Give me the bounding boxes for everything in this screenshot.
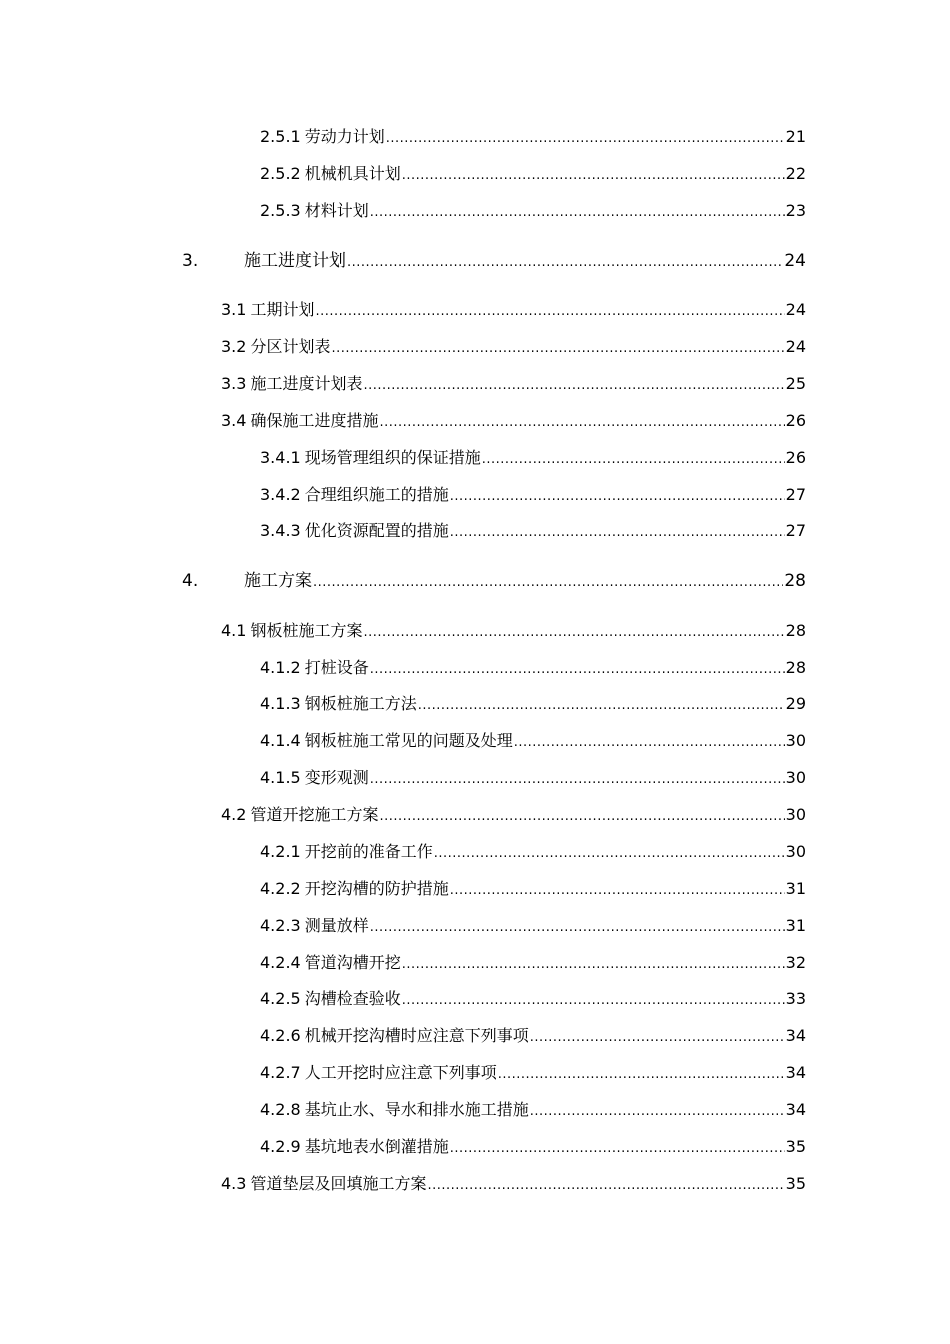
dot-leader (450, 522, 785, 544)
toc-entry-title: 基坑止水、导水和排水施工措施 (304, 1100, 529, 1119)
toc-entry-3-4-1[interactable] (260, 447, 806, 469)
dot-leader (450, 486, 785, 508)
toc-entry-number: 4.1.2 (260, 658, 301, 677)
toc-entry-4-2-2[interactable] (260, 878, 806, 900)
toc-entry-4-2-5[interactable] (260, 988, 806, 1010)
dot-leader (450, 1138, 785, 1160)
dot-leader (402, 990, 785, 1012)
toc-entry-title: 管道垫层及回填施工方案 (250, 1174, 427, 1193)
toc-entry-title: 钢板桩施工方法 (304, 694, 417, 713)
toc-entry-page: 30 (785, 768, 806, 787)
toc-entry-2-5-2[interactable] (260, 163, 806, 185)
dot-leader (379, 806, 784, 828)
toc-entry-4-1-5[interactable] (260, 767, 806, 789)
toc-entry-4-1-4[interactable] (260, 730, 806, 752)
toc-entry-4-2-8[interactable] (260, 1099, 806, 1121)
toc-entry-number: 4.2.1 (260, 842, 301, 861)
toc-entry-number: 4.2.3 (260, 916, 301, 935)
dot-leader (370, 659, 785, 681)
toc-entry-page: 34 (785, 1026, 806, 1045)
toc-entry-page: 28 (785, 658, 806, 677)
toc-entry-page: 35 (785, 1137, 806, 1156)
toc-entry-title: 人工开挖时应注意下列事项 (304, 1063, 497, 1082)
toc-entry-4-1-3[interactable] (260, 693, 806, 715)
toc-entry-page: 25 (785, 374, 806, 393)
dot-leader (386, 128, 785, 150)
toc-entry-title: 钢板桩施工方案 (250, 621, 363, 640)
toc-entry-number: 3.3 (221, 374, 247, 393)
toc-entry-title: 管道沟槽开挖 (304, 953, 401, 972)
dot-leader (313, 572, 783, 594)
toc-entry-page: 21 (785, 127, 806, 146)
dot-leader (402, 954, 785, 976)
toc-entry-page: 26 (785, 448, 806, 467)
toc-entry-number: 3.2 (221, 337, 247, 356)
toc-entry-number: 2.5.1 (260, 127, 301, 146)
dot-leader (363, 375, 784, 397)
toc-entry-title: 优化资源配置的措施 (304, 521, 449, 540)
toc-entry-title: 现场管理组织的保证措施 (304, 448, 481, 467)
dot-leader (498, 1064, 785, 1086)
toc-entry-number: 3.4 (221, 411, 247, 430)
toc-entry-number: 4.1.5 (260, 768, 301, 787)
toc-entry-number: 4.2.8 (260, 1100, 301, 1119)
dot-leader (402, 165, 785, 187)
toc-entry-3-4[interactable] (221, 410, 806, 432)
toc-entry-2-5-3[interactable] (260, 200, 806, 222)
toc-entry-title: 材料计划 (304, 201, 369, 220)
toc-entry-page: 23 (785, 201, 806, 220)
dot-leader (363, 622, 784, 644)
toc-entry-4-1[interactable] (221, 620, 806, 642)
toc-entry-page: 24 (784, 251, 806, 271)
toc-entry-page: 24 (785, 300, 806, 319)
toc-entry-4-2-6[interactable] (260, 1025, 806, 1047)
dot-leader (370, 917, 785, 939)
toc-entry-4-2[interactable] (221, 804, 806, 826)
dot-leader (331, 338, 784, 360)
toc-entry-number: 3.4.1 (260, 448, 301, 467)
toc-entry-number: 4.2.6 (260, 1026, 301, 1045)
toc-entry-title: 施工方案 (244, 571, 312, 591)
toc-entry-page: 30 (785, 731, 806, 750)
toc-entry-page: 28 (785, 621, 806, 640)
dot-leader (418, 695, 785, 717)
toc-entry-page: 34 (785, 1100, 806, 1119)
dot-leader (427, 1175, 784, 1197)
toc-entry-3-3[interactable] (221, 373, 806, 395)
toc-entry-number: 4. (182, 571, 199, 591)
toc-entry-title: 确保施工进度措施 (250, 411, 379, 430)
dot-leader (315, 301, 784, 323)
toc-entry-4-2-3[interactable] (260, 915, 806, 937)
dot-leader (379, 412, 784, 434)
dot-leader (514, 732, 785, 754)
toc-entry-title: 变形观测 (304, 768, 369, 787)
dot-leader (482, 449, 785, 471)
toc-entry-title: 钢板桩施工常见的问题及处理 (304, 731, 513, 750)
toc-entry-number: 4.2.5 (260, 989, 301, 1008)
toc-entry-title: 工期计划 (250, 300, 315, 319)
toc-entry-4-2-7[interactable] (260, 1062, 806, 1084)
dot-leader (370, 202, 785, 224)
toc-entry-title: 机械机具计划 (304, 164, 401, 183)
toc-entry-title: 合理组织施工的措施 (304, 485, 449, 504)
toc-entry-title: 机械开挖沟槽时应注意下列事项 (304, 1026, 529, 1045)
toc-entry-title: 测量放样 (304, 916, 369, 935)
toc-entry-page: 22 (785, 164, 806, 183)
toc-entry-title: 分区计划表 (250, 337, 331, 356)
toc-entry-number: 2.5.3 (260, 201, 301, 220)
toc-entry-page: 27 (785, 485, 806, 504)
toc-entry-number: 4.3 (221, 1174, 247, 1193)
toc-entry-title: 基坑地表水倒灌措施 (304, 1137, 449, 1156)
toc-entry-number: 4.2.4 (260, 953, 301, 972)
toc-entry-page: 34 (785, 1063, 806, 1082)
toc-entry-page: 26 (785, 411, 806, 430)
toc-entry-page: 35 (785, 1174, 806, 1193)
toc-entry-number: 4.2 (221, 805, 247, 824)
toc-entry-number: 4.1.4 (260, 731, 301, 750)
toc-entry-number: 3.1 (221, 300, 247, 319)
toc-entry-3-2[interactable] (221, 336, 806, 358)
toc-entry-number: 3.4.3 (260, 521, 301, 540)
toc-entry-number: 3. (182, 251, 199, 271)
toc-entry-page: 24 (785, 337, 806, 356)
dot-leader (347, 252, 783, 274)
toc-entry-page: 30 (785, 805, 806, 824)
toc-entry-title: 施工进度计划表 (250, 374, 363, 393)
toc-entry-title: 开挖沟槽的防护措施 (304, 879, 449, 898)
toc-entry-title: 施工进度计划 (244, 251, 346, 271)
dot-leader (370, 769, 785, 791)
toc-entry-page: 29 (785, 694, 806, 713)
toc-entry-page: 28 (784, 571, 806, 591)
dot-leader (530, 1101, 785, 1123)
toc-entry-page: 30 (785, 842, 806, 861)
toc-entry-4-2-1[interactable] (260, 841, 806, 863)
toc-entry-4-2-9[interactable] (260, 1136, 806, 1158)
toc-entry-page: 27 (785, 521, 806, 540)
toc-entry-3-1[interactable] (221, 299, 806, 321)
toc-entry-number: 2.5.2 (260, 164, 301, 183)
toc-entry-number: 4.2.2 (260, 879, 301, 898)
toc-entry-4[interactable] (182, 570, 806, 592)
toc-entry-title: 管道开挖施工方案 (250, 805, 379, 824)
toc-entry-title: 打桩设备 (304, 658, 369, 677)
toc-entry-number: 4.1.3 (260, 694, 301, 713)
toc-entry-number: 3.4.2 (260, 485, 301, 504)
toc-entry-4-3[interactable] (221, 1173, 806, 1195)
toc-entry-page: 31 (785, 879, 806, 898)
toc-entry-3[interactable] (182, 250, 806, 272)
toc-entry-title: 开挖前的准备工作 (304, 842, 433, 861)
toc-entry-3-4-3[interactable] (260, 520, 806, 542)
dot-leader (450, 880, 785, 902)
toc-entry-page: 31 (785, 916, 806, 935)
toc-entry-page: 33 (785, 989, 806, 1008)
dot-leader (530, 1027, 785, 1049)
dot-leader (434, 843, 785, 865)
toc-entry-3-4-2[interactable] (260, 484, 806, 506)
toc-entry-number: 4.1 (221, 621, 247, 640)
toc-entry-number: 4.2.7 (260, 1063, 301, 1082)
toc-entry-page: 32 (785, 953, 806, 972)
toc-entry-2-5-1[interactable] (260, 126, 806, 148)
toc-entry-number: 4.2.9 (260, 1137, 301, 1156)
toc-entry-title: 劳动力计划 (304, 127, 385, 146)
toc-entry-title: 沟槽检查验收 (304, 989, 401, 1008)
toc-entry-4-2-4[interactable] (260, 952, 806, 974)
toc-entry-4-1-2[interactable] (260, 657, 806, 679)
